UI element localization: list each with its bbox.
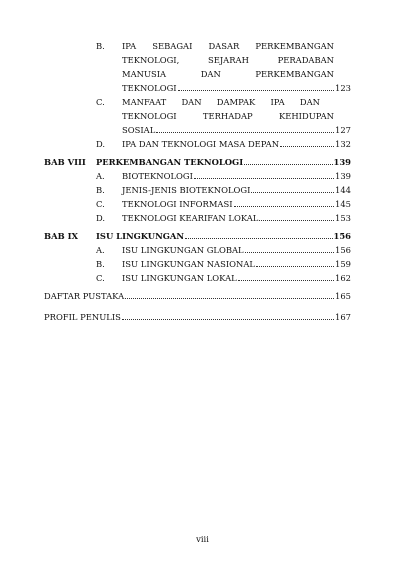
entry-leader	[122, 170, 351, 183]
toc-entry[interactable]	[0, 244, 405, 257]
dot-leader	[125, 290, 334, 299]
entry-leader	[122, 124, 351, 137]
chapter-title: PERKEMBANGAN TEKNOLOGI	[96, 157, 244, 167]
entry-letter: C.	[96, 97, 105, 107]
entry-leader	[96, 156, 351, 169]
page-number: 156	[333, 231, 351, 241]
page-number: 144	[335, 185, 351, 195]
page-number: 139	[335, 171, 351, 181]
entry-leader	[44, 311, 351, 324]
chapter-title: ISU LINGKUNGAN	[96, 231, 185, 241]
entry-leader	[122, 244, 351, 257]
toc-entry-b-ipa-line4	[0, 82, 405, 95]
dot-leader	[244, 156, 332, 165]
toc-entry[interactable]	[0, 198, 405, 211]
entry-letter: B.	[96, 259, 105, 269]
toc-entry-b-ipa[interactable]	[0, 40, 405, 53]
dot-leader	[122, 311, 334, 320]
toc-entry[interactable]	[0, 258, 405, 271]
entry-title-line: TEKNOLOGI, SEJARAH PERADABAN	[122, 55, 334, 65]
toc-chapter-bab-ix[interactable]	[0, 230, 405, 243]
entry-title-line: SOSIAL	[122, 125, 156, 135]
page-number: 167	[335, 312, 351, 322]
toc-entry-b-ipa-line3	[0, 68, 405, 81]
dot-leader	[156, 124, 334, 133]
entry-title-line: MANUSIA DAN PERKEMBANGAN	[122, 69, 334, 79]
entry-leader	[122, 184, 351, 197]
entry-title-line: IPA SEBAGAI DASAR PERKEMBANGAN	[122, 41, 334, 51]
chapter-label: BAB VIII	[44, 157, 86, 167]
dot-leader	[178, 82, 334, 91]
page-number: 153	[335, 213, 351, 223]
dot-leader	[234, 198, 334, 207]
toc-entry-profil-penulis[interactable]	[0, 311, 405, 324]
toc-entry[interactable]	[0, 170, 405, 183]
entry-title: JENIS-JENIS BIOTEKNOLOGI	[122, 185, 251, 195]
toc-entry-c-manfaat-line3	[0, 124, 405, 137]
entry-title-line: TEKNOLOGI TERHADAP KEHIDUPAN	[122, 111, 334, 121]
page-number: 123	[335, 83, 351, 93]
chapter-label: BAB IX	[44, 231, 78, 241]
page-footer-number: viii	[196, 534, 209, 544]
entry-leader	[96, 230, 351, 243]
page-number: 162	[335, 273, 351, 283]
page-number: 139	[333, 157, 351, 167]
entry-title: IPA DAN TEKNOLOGI MASA DEPAN	[122, 139, 280, 149]
entry-letter: C.	[96, 199, 105, 209]
dot-leader	[280, 138, 334, 147]
entry-title: ISU LINGKUNGAN NASIONAL	[122, 259, 255, 269]
entry-leader	[122, 198, 351, 211]
entry-title-line: MANFAAT DAN DAMPAK IPA DAN	[122, 97, 320, 107]
toc-entry-d-masa-depan[interactable]	[0, 138, 405, 151]
page-number: 127	[335, 125, 351, 135]
page-number: 156	[335, 245, 351, 255]
page-number: 159	[335, 259, 351, 269]
toc-entry-c-manfaat[interactable]	[0, 96, 405, 109]
dot-leader	[194, 170, 334, 179]
entry-letter: C.	[96, 273, 105, 283]
entry-title: ISU LINGKUNGAN GLOBAL	[122, 245, 244, 255]
dot-leader	[245, 244, 334, 253]
dot-leader	[185, 230, 332, 239]
entry-letter: A.	[96, 245, 105, 255]
entry-title: PROFIL PENULIS	[44, 312, 121, 322]
toc-entry-daftar-pustaka[interactable]	[0, 290, 405, 303]
entry-leader	[122, 272, 351, 285]
page-number: 145	[335, 199, 351, 209]
entry-title: DAFTAR PUSTAKA	[44, 291, 125, 301]
toc-chapter-bab-viii[interactable]	[0, 156, 405, 169]
toc-entry[interactable]	[0, 272, 405, 285]
entry-leader	[122, 212, 351, 225]
entry-title-line: TEKNOLOGI	[122, 83, 177, 93]
dot-leader	[259, 212, 334, 221]
entry-title: ISU LINGKUNGAN LOKAL	[122, 273, 237, 283]
entry-title: TEKNOLOGI INFORMASI	[122, 199, 233, 209]
entry-letter: B.	[96, 185, 105, 195]
entry-leader	[44, 290, 351, 303]
entry-letter: D.	[96, 213, 106, 223]
dot-leader	[238, 272, 334, 281]
toc-entry-b-ipa-line2	[0, 54, 405, 67]
toc-entry[interactable]	[0, 184, 405, 197]
entry-letter: B.	[96, 41, 105, 51]
toc-entry[interactable]	[0, 212, 405, 225]
entry-leader	[122, 138, 351, 151]
entry-title: BIOTEKNOLOGI	[122, 171, 193, 181]
entry-letter: D.	[96, 139, 106, 149]
dot-leader	[251, 184, 334, 193]
entry-leader	[122, 258, 351, 271]
entry-leader	[122, 82, 351, 95]
entry-title: TEKNOLOGI KEARIFAN LOKAL	[122, 213, 259, 223]
toc-entry-c-manfaat-line2	[0, 110, 405, 123]
entry-letter: A.	[96, 171, 105, 181]
page-number: 165	[335, 291, 351, 301]
dot-leader	[256, 258, 334, 267]
page-number: 132	[335, 139, 351, 149]
